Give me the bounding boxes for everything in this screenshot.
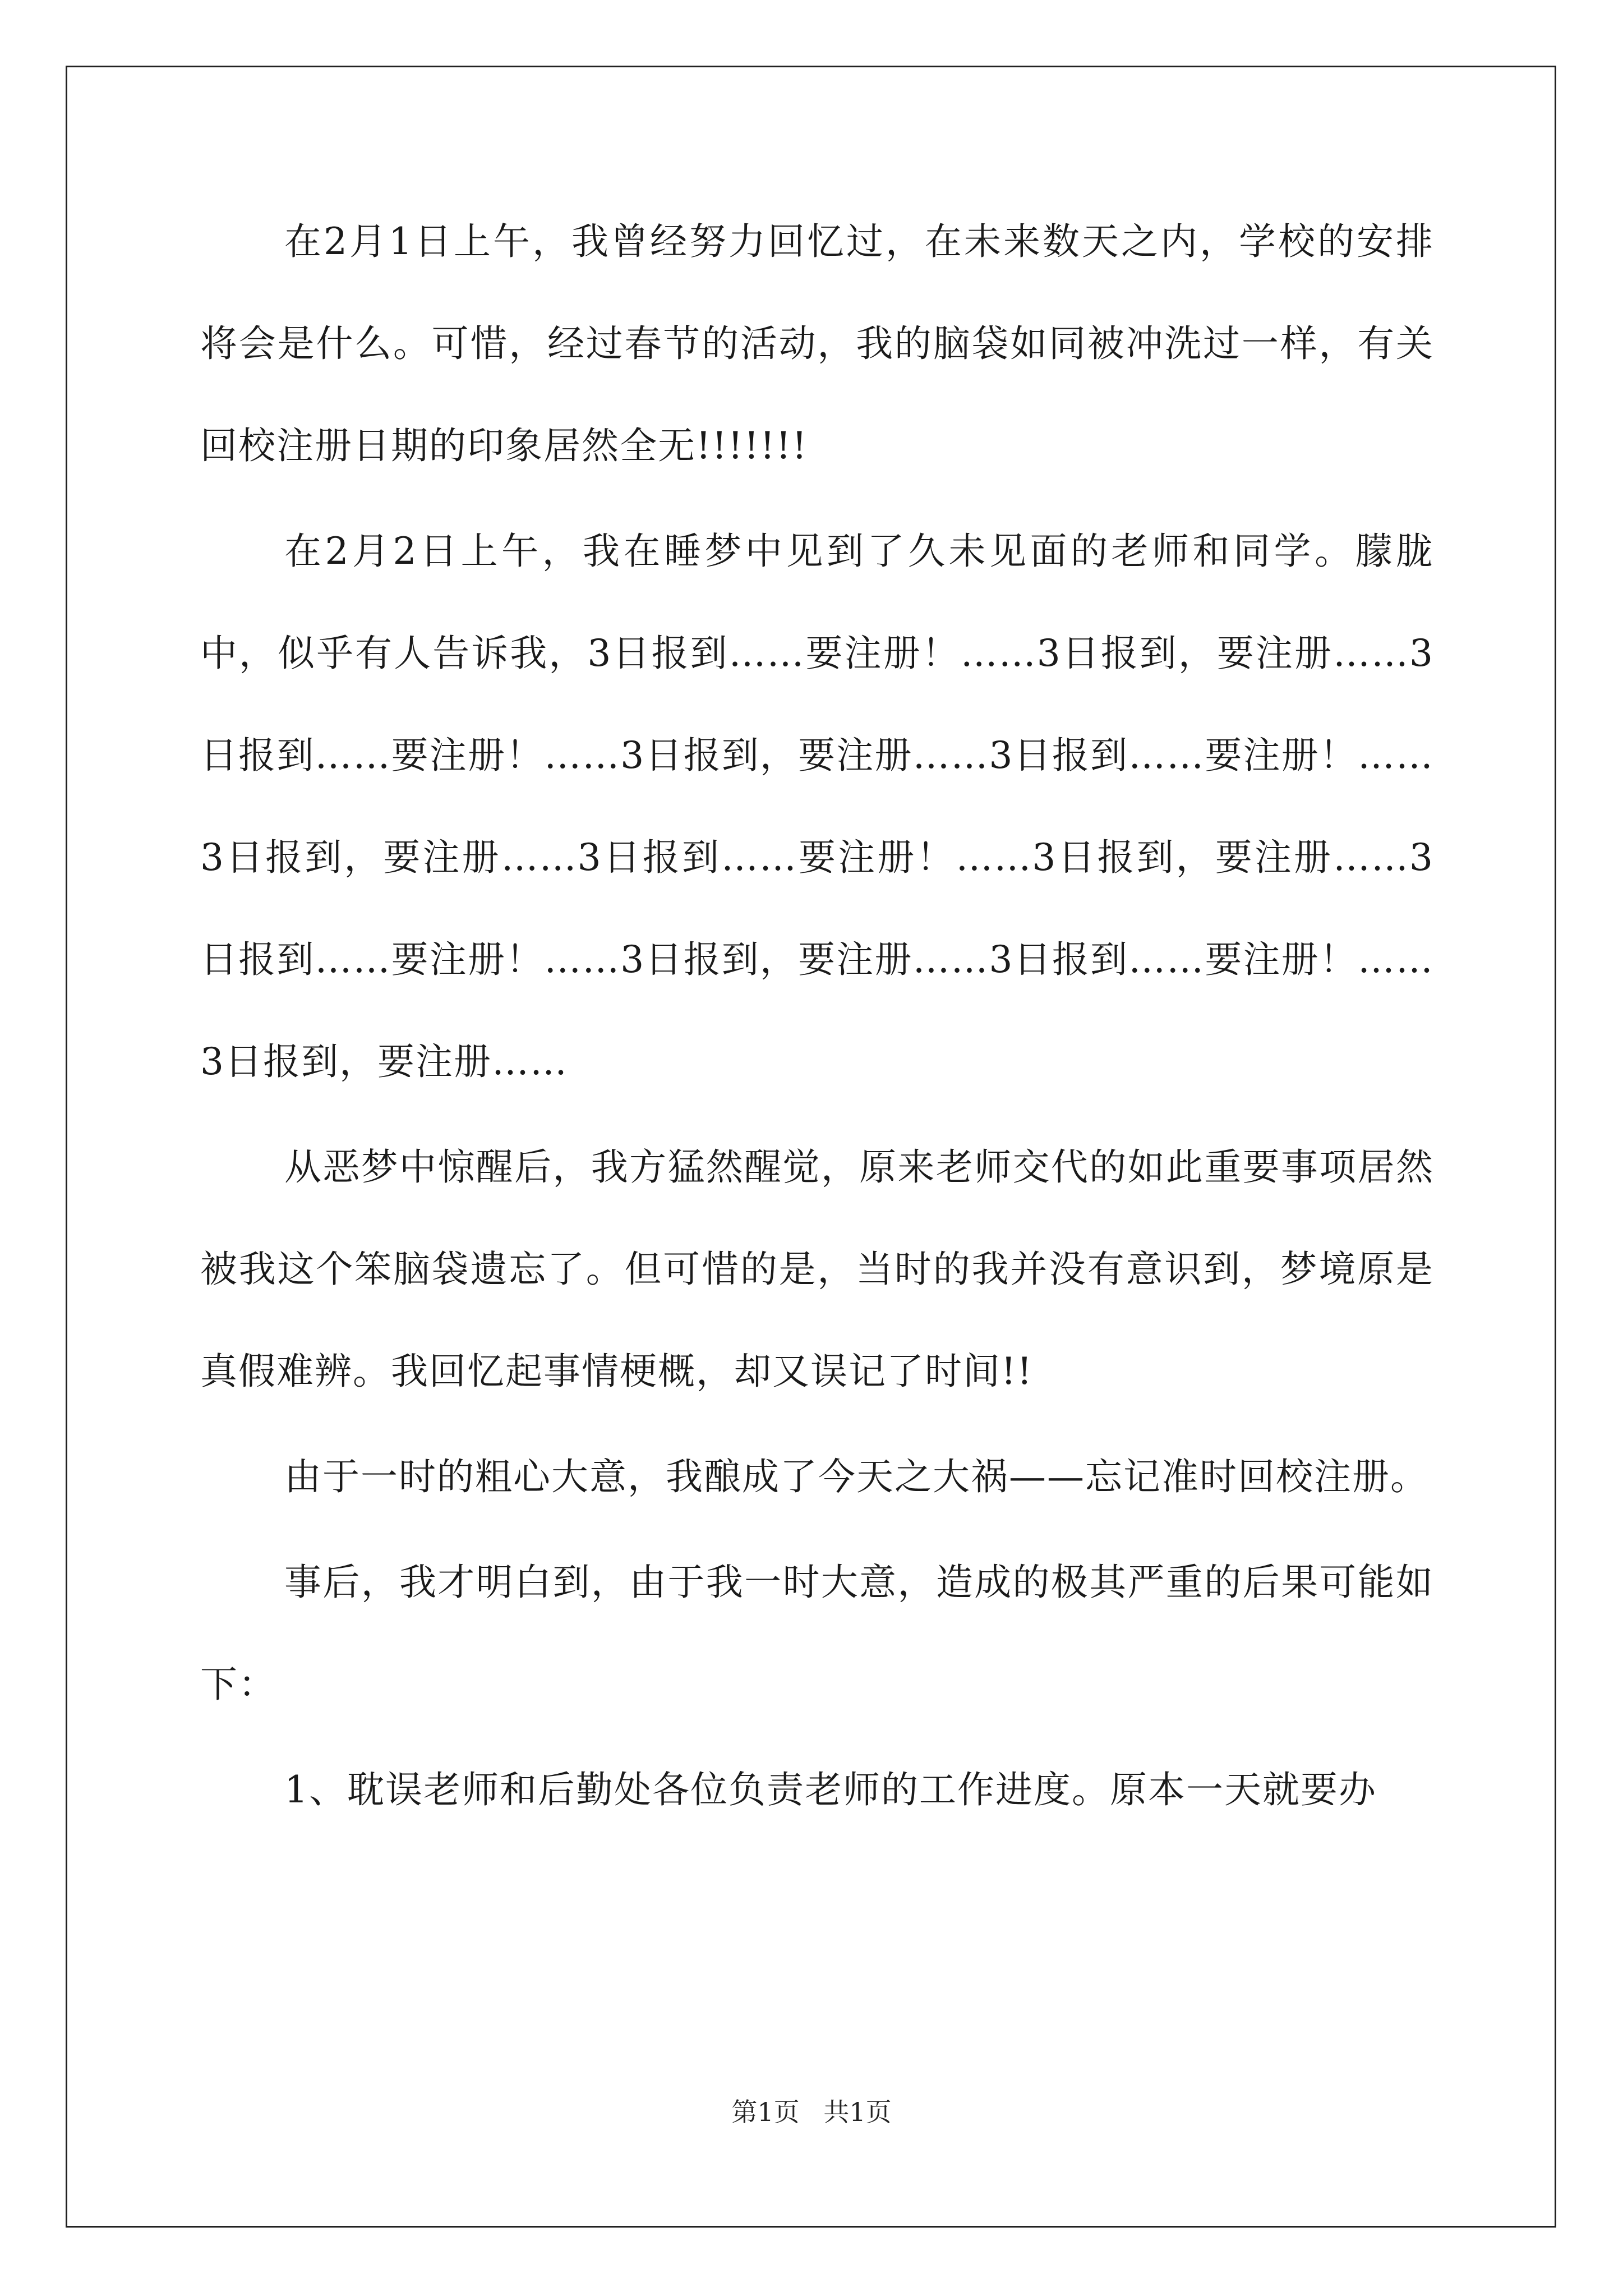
document-body bbox=[200, 191, 1434, 1841]
paragraph-3: 从恶梦中惊醒后，我方猛然醒觉，原来老师交代的如此重要事项居然被我这个笨脑袋遗忘了。但可惜的是，当时的我并没有意识到，梦境原是真假难辨。我回忆起事情梗概，却又误记了时间!! bbox=[200, 1145, 1434, 1393]
paragraph-2: 在2月2日上午，我在睡梦中见到了久未见面的老师和同学。朦胧中，似乎有人告诉我，3日报到……要注册！……3日报到，要注册……3日报到……要注册！……3日报到，要注册……3日报到……要注册！……3日报到，要注册……3日报到……要注册！……3日报到，要注册……3日报到……要注册！……3日报到，要注册……3日报到……要注册！……3日报到，要注册…… bbox=[200, 530, 1434, 1083]
page-number-total: 共1页 bbox=[823, 2097, 892, 2127]
page-number-current: 第1页 bbox=[731, 2097, 800, 2127]
paragraph-5: 事后，我才明白到，由于我一时大意，造成的极其严重的后果可能如下： bbox=[200, 1561, 1434, 1706]
paragraph-6: 1、耽误老师和后勤处各位负责老师的工作进度。原本一天就要办 bbox=[284, 1768, 1377, 1811]
paragraph-4: 由于一时的粗心大意，我酿成了今天之大祸——忘记准时回校注册。 bbox=[284, 1455, 1428, 1498]
page-footer bbox=[0, 2095, 1623, 2129]
paragraph-1: 在2月1日上午，我曾经努力回忆过，在未来数天之内，学校的安排将会是什么。可惜，经过春节的活动，我的脑袋如同被冲洗过一样，有关回校注册日期的印象居然全无!!!!!!! bbox=[200, 220, 1434, 467]
